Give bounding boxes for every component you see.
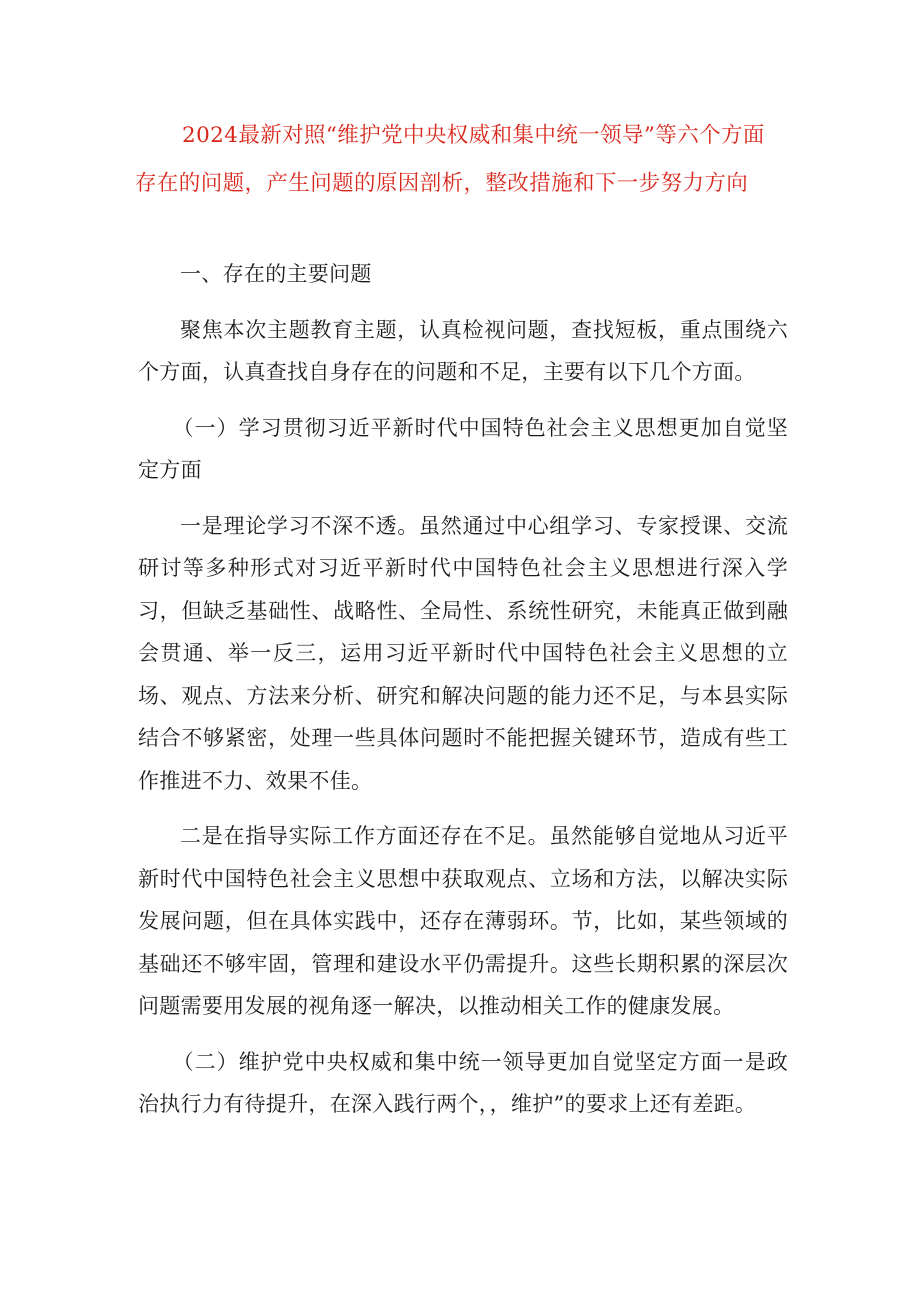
body-paragraph-2: 二是在指导实际工作方面还存在不足。虽然能够自觉地从习近平新时代中国特色社会主义思想中获取观点、立场和方法，以解决实际发展问题，但在具体实践中，还存在薄弱环。节，比如，某些领域的基础还不够牢固，管理和建设水平仍需提升。这些长期积累的深层次问题需要用发展的视角逐一解决，以推动相关工作的健康发展。 (138, 824, 788, 1018)
intro-paragraph: 聚焦本次主题教育主题，认真检视问题，查找短板，重点围绕六个方面，认真查找自身存在的问题和不足，主要有以下几个方面。 (138, 317, 788, 384)
document-title (135, 112, 795, 208)
body-paragraph-1: 一是理论学习不深不透。虽然通过中心组学习、专家授课、交流研讨等多种形式对习近平新时代中国特色社会主义思想进行深入学习，但缺乏基础性、战略性、全局性、系统性研究，未能真正做到融会贯通、举一反三，运用习近平新时代中国特色社会主义思想的立场、观点、方法来分析、研究和解决问题的能力还不足，与本县实际结合不够紧密，处理一些具体问题时不能把握关键环节，造成有些工作推进不力、效果不佳。 (138, 513, 788, 793)
subsection-heading-2: （二）维护党中央权威和集中统一领导更加自觉坚定方面一是政治执行力有待提升，在深入践行两个，，维护”的要求上还有差距。 (138, 1049, 788, 1116)
title-line-1: 2024最新对照“维护党中央权威和集中统一领导”等六个方面 (182, 123, 765, 148)
subsection-heading-1: （一）学习贯彻习近平新时代中国特色社会主义思想更加自觉坚定方面 (138, 415, 788, 482)
document-body (138, 253, 788, 1139)
title-line-2: 存在的问题，产生问题的原因剖析，整改措施和下一步努力方向 (135, 171, 749, 196)
section-heading: 一、存在的主要问题 (180, 262, 372, 286)
